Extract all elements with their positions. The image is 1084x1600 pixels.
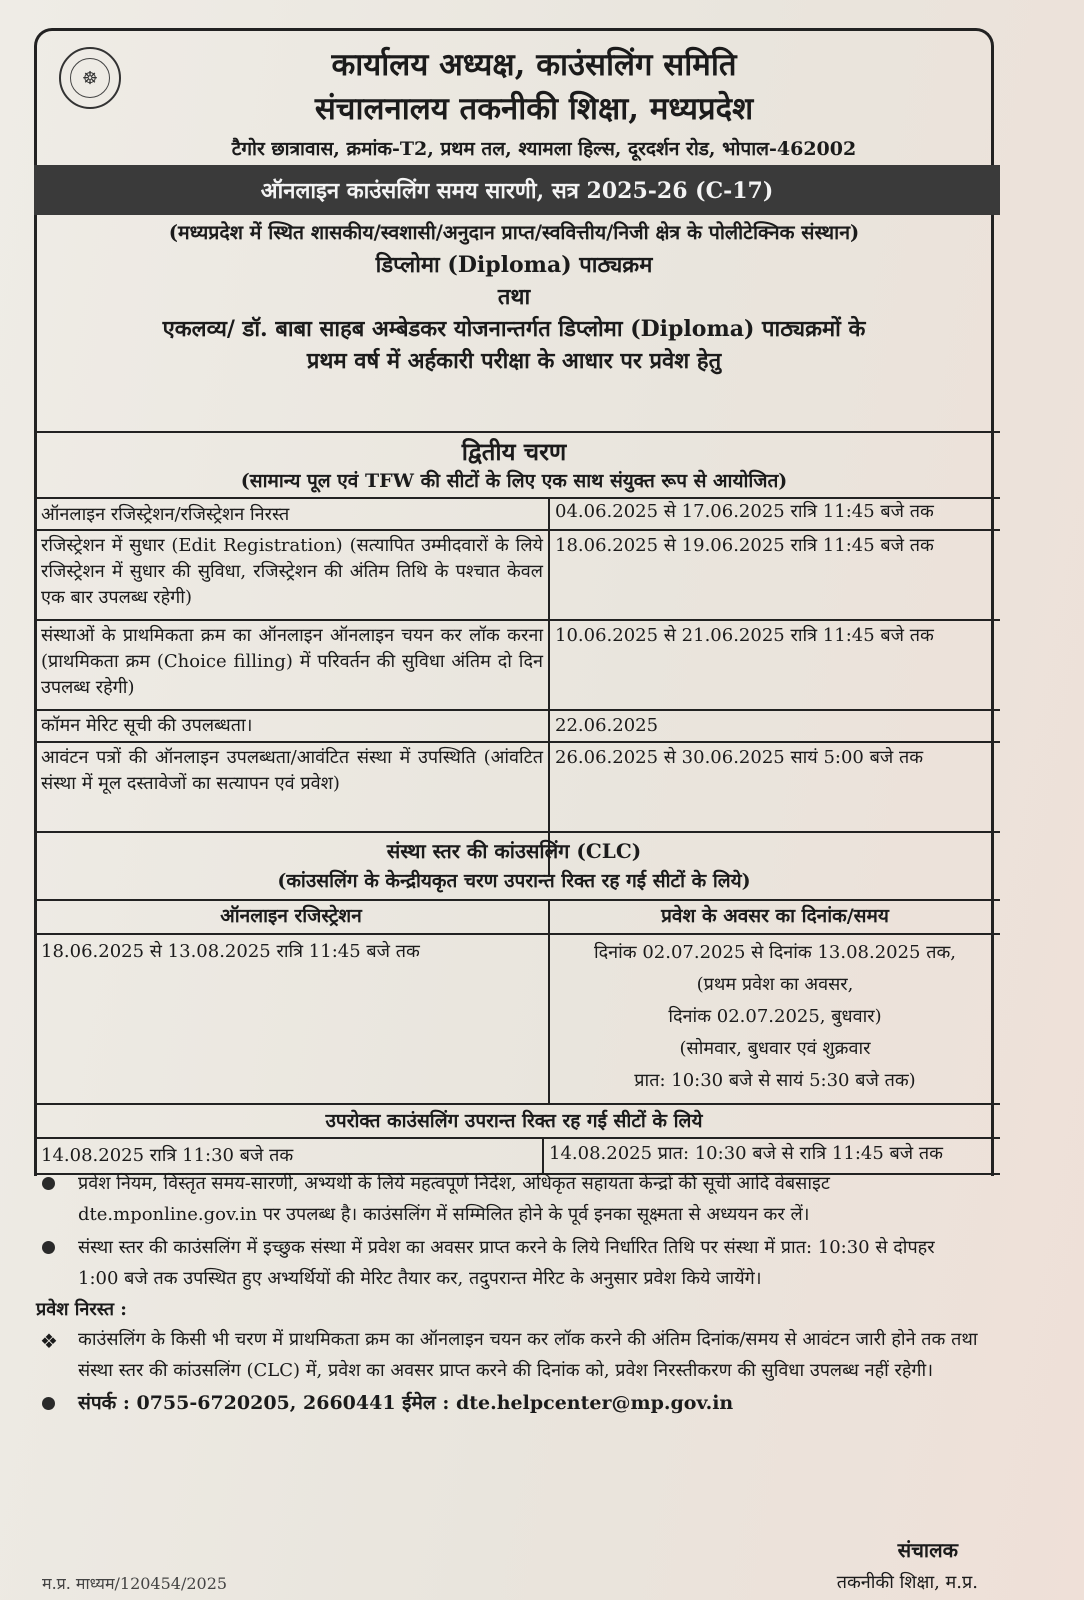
bullet-icon: [42, 1397, 55, 1410]
clc-admission-line: (सोमवार, बुधवार एवं शुक्रवार: [679, 1038, 871, 1059]
notice-header: [37, 31, 991, 167]
contact-info: संपर्क : 0755-6720205, 2660441 ईमेल : dte.helpcenter@mp.gov.in: [40, 1388, 980, 1419]
notice-frame: [34, 28, 994, 1176]
diamond-bullet-icon: ❖: [40, 1329, 58, 1353]
intro-course: डिप्लोमा (Diploma) पाठ्यक्रम: [375, 252, 653, 278]
intro-and: तथा: [497, 284, 531, 310]
note-rules: प्रवेश नियम, विस्तृत समय-सारणी, अभ्यर्थी के लिये महत्वपूर्ण निर्देश, अधिकृत सहायता केन्द्रों की सूची आदि वेबसाइट dte.mponline.gov.in पर उपलब्ध है। काउंसलिंग में सम्मिलित होने के पूर्व इनका सूक्ष्मता से अध्ययन कर लें।: [40, 1168, 980, 1230]
clc-registration-date: 18.06.2025 से 13.08.2025 रात्रि 11:45 बजे तक: [41, 941, 420, 962]
notes-section: [36, 1168, 980, 1421]
clc-admission-line: प्रात: 10:30 बजे से सायं 5:30 बजे तक): [634, 1070, 916, 1091]
row1-date: 04.06.2025 से 17.06.2025 रात्रि 11:45 बजे तक: [555, 501, 934, 522]
signatory-department: तकनीकी शिक्षा, म.प्र.: [836, 1572, 978, 1593]
clc-admission-line: (प्रथम प्रवेश का अवसर,: [696, 974, 854, 995]
row4-activity: कॉमन मेरिट सूची की उपलब्धता।: [41, 715, 253, 736]
signatory-title: संचालक: [897, 1538, 958, 1562]
publication-reference: म.प्र. माध्यम/120454/2025: [42, 1574, 228, 1593]
intro-purpose: प्रथम वर्ष में अर्हकारी परीक्षा के आधार पर प्रवेश हेतु: [306, 348, 722, 374]
clc-admission-schedule: [553, 937, 997, 1097]
office-address: टैगोर छात्रावास, क्रमांक-T2, प्रथम तल, श्यामला हिल्स, दूरदर्शन रोड, भोपाल-462002: [231, 138, 857, 160]
intro-institutions: (मध्यप्रदेश में स्थित शासकीय/स्वशासी/अनुदान प्राप्त/स्ववित्तीय/निजी क्षेत्र के पोलीटेक्निक संस्थान): [168, 221, 860, 244]
clc-title: संस्था स्तर की कांउसलिंग (CLC): [386, 839, 642, 863]
bullet-icon: [42, 1177, 55, 1190]
row3-date: 10.06.2025 से 21.06.2025 रात्रि 11:45 बजे तक: [555, 625, 934, 646]
admission-cancel-label: प्रवेश निरस्त :: [36, 1299, 127, 1320]
note-clc-merit: संस्था स्तर की काउंसलिंग में इच्छुक संस्था में प्रवेश का अवसर प्राप्त करने के लिये निर्धारित तिथि पर संस्था में प्रात: 10:30 से दोपहर 1:00 बजे तक उपस्थित हुए अभ्यर्थियों की मेरिट तैयार कर, तदुपरान्त मेरिट के अनुसार प्रवेश किये जायेंगे।: [40, 1232, 980, 1294]
directorate-title: संचालनालय तकनीकी शिक्षा, मध्यप्रदेश: [314, 91, 754, 127]
schedule-banner: ऑनलाइन काउंसलिंग समय सारणी, सत्र 2025-26 (C-17): [34, 165, 1000, 215]
office-title: कार्यालय अध्यक्ष, काउंसलिंग समिति: [331, 47, 737, 83]
row2-date: 18.06.2025 से 19.06.2025 रात्रि 11:45 बजे तक: [555, 535, 934, 556]
phase2-subtitle: (सामान्य पूल एवं TFW की सीटों के लिए एक साथ संयुक्त रूप से आयोजित): [240, 470, 788, 492]
vacant-admission-date: 14.08.2025 प्रात: 10:30 बजे से रात्रि 11:45 बजे तक: [549, 1143, 943, 1164]
vacant-title: उपरोक्त काउंसलिंग उपरान्त रिक्त रह गई सीटों के लिये: [325, 1110, 703, 1132]
row2-activity: रजिस्ट्रेशन में सुधार (Edit Registration) (सत्यापित उम्मीदवारों के लिये रजिस्ट्रेशन में सुधार की सुविधा, रजिस्ट्रेशन की अंतिम तिथि के पश्चात केवल एक बार उपलब्ध रहेगी): [41, 535, 543, 608]
intro-block: [37, 217, 991, 377]
note-cancellation: ❖ काउंसलिंग के किसी भी चरण में प्राथमिकता क्रम का ऑनलाइन चयन कर लॉक करने की अंतिम दिनांक/समय से आवंटन जारी होने तक तथा संस्था स्तर की कांउसलिंग (CLC) में, प्रवेश का अवसर प्राप्त करने की दिनांक को, प्रवेश निरस्तीकरण की सुविधा उपलब्ध नहीं रहेगी।: [40, 1324, 980, 1386]
clc-col-admission-head: प्रवेश के अवसर का दिनांक/समय: [661, 905, 889, 927]
clc-admission-line: दिनांक 02.07.2025 से दिनांक 13.08.2025 तक,: [593, 942, 957, 963]
row4-date: 22.06.2025: [555, 715, 659, 736]
vacant-registration-date: 14.08.2025 रात्रि 11:30 बजे तक: [41, 1145, 294, 1166]
clc-col-registration-head: ऑनलाइन रजिस्ट्रेशन: [220, 905, 362, 927]
clc-admission-line: दिनांक 02.07.2025, बुधवार): [668, 1006, 882, 1027]
row5-date: 26.06.2025 से 30.06.2025 सायं 5:00 बजे तक: [555, 747, 924, 768]
row1-activity: ऑनलाइन रजिस्ट्रेशन/रजिस्ट्रेशन निरस्त: [41, 504, 290, 525]
phase2-title: द्वितीय चरण: [461, 437, 567, 466]
bullet-icon: [42, 1241, 55, 1254]
clc-subtitle: (कांउसलिंग के केन्द्रीयकृत चरण उपरान्त रिक्त रह गई सीटों के लिये): [277, 870, 751, 892]
row5-activity: आवंटन पत्रों की ऑनलाइन उपलब्धता/आवंटित संस्था में उपस्थिति (आंवटित संस्था में मूल दस्तावेजों का सत्यापन एवं प्रवेश): [41, 747, 543, 794]
intro-scheme: एकलव्य/ डॉ. बाबा साहब अम्बेडकर योजनान्तर्गत डिप्लोमा (Diploma) पाठ्यक्रमों के: [162, 316, 866, 342]
institution-emblem-icon: ☸: [59, 47, 121, 109]
row3-activity: संस्थाओं के प्राथमिकता क्रम का ऑनलाइन ऑनलाइन चयन कर लॉक करना (प्राथमिकता क्रम (Choice filling) में परिवर्तन की सुविधा अंतिम दो दिन उपलब्ध रहेगी): [41, 625, 543, 698]
